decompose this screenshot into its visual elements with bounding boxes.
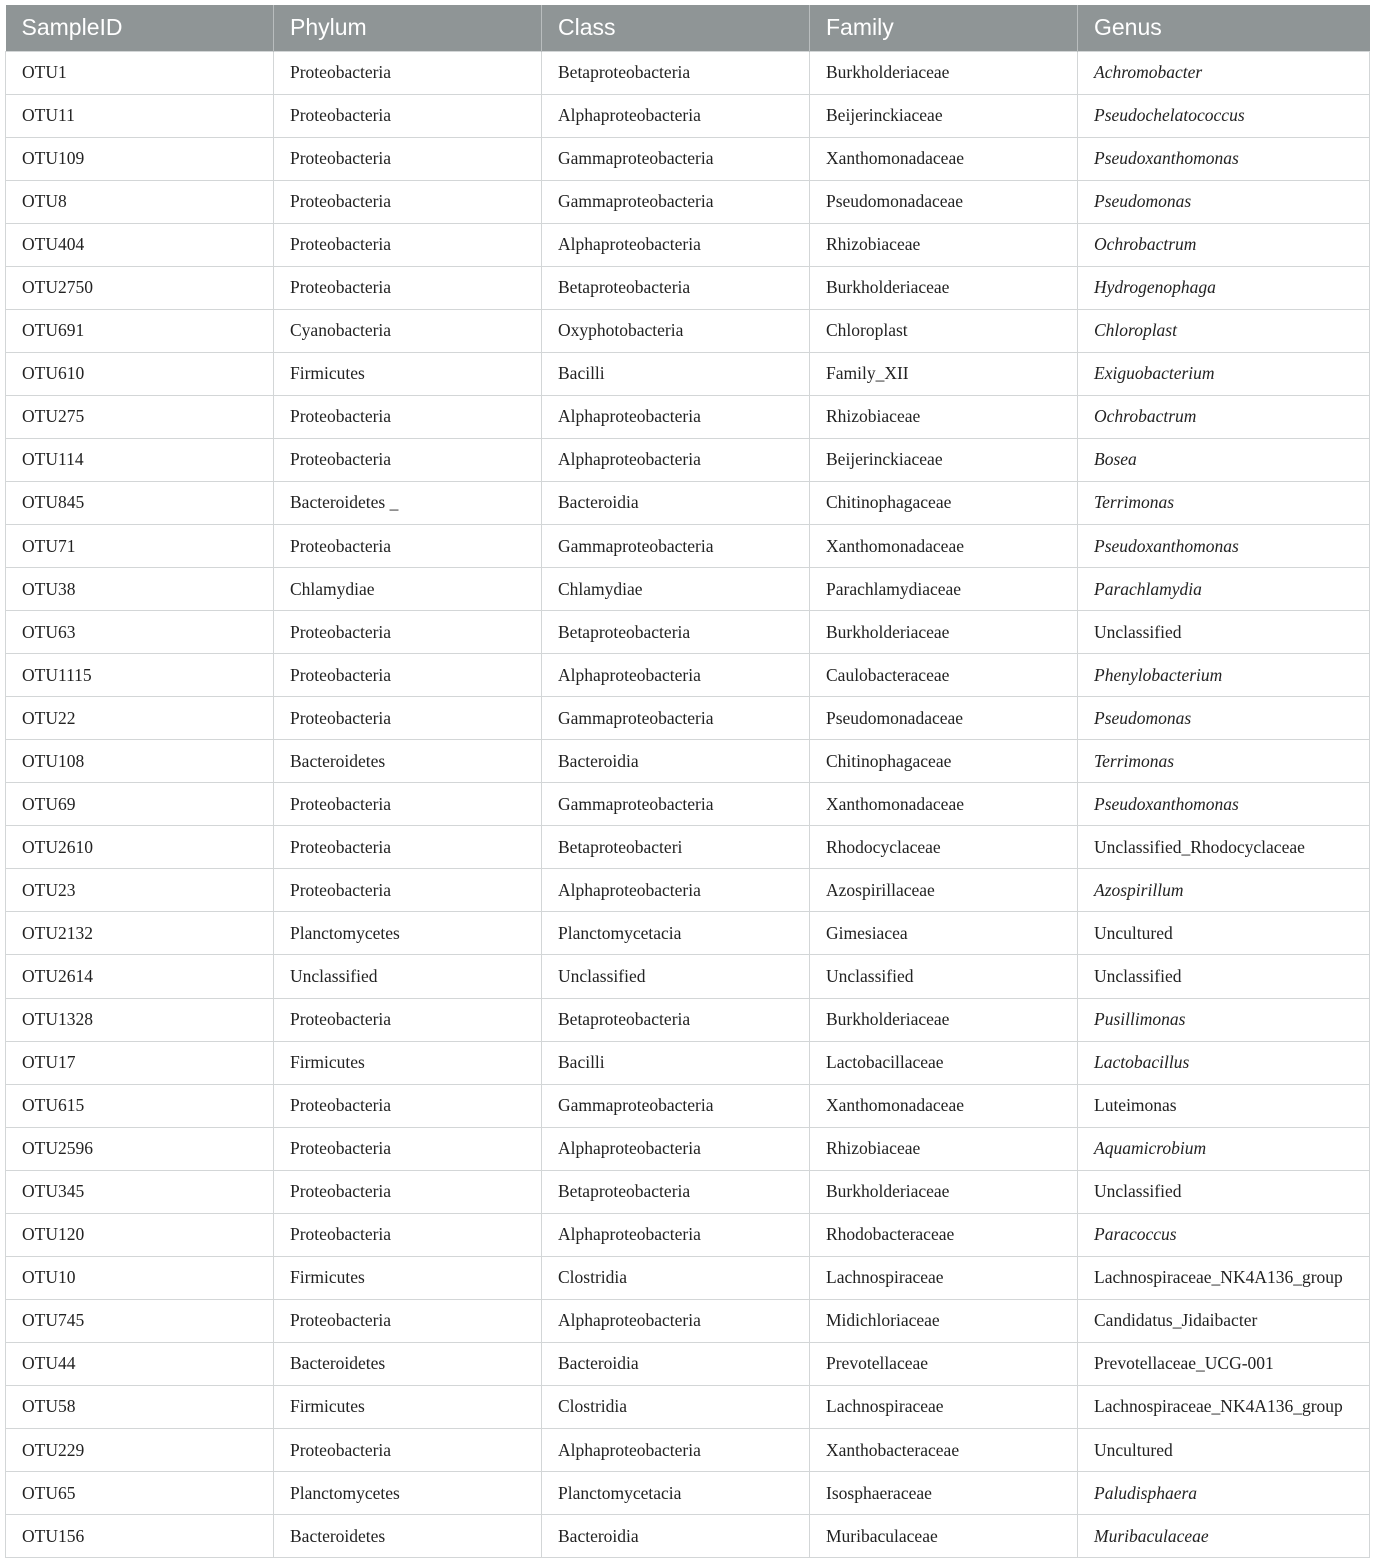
table-row	[6, 697, 1370, 740]
cell-sampleid: OTU58	[6, 1385, 274, 1428]
cell-sampleid: OTU120	[6, 1213, 274, 1256]
cell-phylum: Proteobacteria	[274, 611, 542, 654]
cell-family: Gimesiacea	[810, 912, 1078, 955]
cell-sampleid: OTU2750	[6, 266, 274, 309]
cell-phylum: Proteobacteria	[274, 826, 542, 869]
cell-genus: Pseudoxanthomonas	[1078, 783, 1370, 826]
cell-genus: Aquamicrobium	[1078, 1127, 1370, 1170]
cell-class: Unclassified	[542, 955, 810, 998]
cell-class: Bacteroidia	[542, 740, 810, 783]
cell-class: Alphaproteobacteria	[542, 1127, 810, 1170]
cell-genus: Lactobacillus	[1078, 1041, 1370, 1084]
cell-class: Gammaproteobacteria	[542, 137, 810, 180]
table-row	[6, 1213, 1370, 1256]
cell-genus: Pseudomonas	[1078, 180, 1370, 223]
table-row	[6, 1385, 1370, 1428]
cell-phylum: Firmicutes	[274, 352, 542, 395]
cell-genus: Muribaculaceae	[1078, 1515, 1370, 1558]
cell-phylum: Unclassified	[274, 955, 542, 998]
table-row	[6, 1472, 1370, 1515]
table-row	[6, 998, 1370, 1041]
table-row	[6, 395, 1370, 438]
header-sampleid: SampleID	[6, 5, 274, 51]
cell-class: Betaproteobacteri	[542, 826, 810, 869]
cell-genus: Lachnospiraceae_NK4A136_group	[1078, 1256, 1370, 1299]
cell-class: Alphaproteobacteria	[542, 438, 810, 481]
cell-genus: Terrimonas	[1078, 481, 1370, 524]
cell-sampleid: OTU22	[6, 697, 274, 740]
table-row	[6, 826, 1370, 869]
cell-phylum: Proteobacteria	[274, 266, 542, 309]
cell-phylum: Bacteroidetes	[274, 1342, 542, 1385]
cell-sampleid: OTU404	[6, 223, 274, 266]
cell-genus: Unclassified	[1078, 1170, 1370, 1213]
cell-family: Lachnospiraceae	[810, 1256, 1078, 1299]
cell-class: Alphaproteobacteria	[542, 869, 810, 912]
cell-sampleid: OTU615	[6, 1084, 274, 1127]
cell-phylum: Proteobacteria	[274, 1213, 542, 1256]
cell-phylum: Chlamydiae	[274, 568, 542, 611]
cell-family: Xanthomonadaceae	[810, 1084, 1078, 1127]
cell-sampleid: OTU156	[6, 1515, 274, 1558]
cell-genus: Pseudomonas	[1078, 697, 1370, 740]
cell-family: Rhizobiaceae	[810, 223, 1078, 266]
cell-sampleid: OTU10	[6, 1256, 274, 1299]
table-row	[6, 912, 1370, 955]
cell-genus: Phenylobacterium	[1078, 654, 1370, 697]
table-row	[6, 180, 1370, 223]
cell-sampleid: OTU11	[6, 94, 274, 137]
cell-class: Gammaproteobacteria	[542, 1084, 810, 1127]
cell-phylum: Proteobacteria	[274, 395, 542, 438]
table-row	[6, 1127, 1370, 1170]
cell-family: Rhizobiaceae	[810, 395, 1078, 438]
cell-sampleid: OTU2132	[6, 912, 274, 955]
header-class: Class	[542, 5, 810, 51]
cell-class: Chlamydiae	[542, 568, 810, 611]
cell-genus: Azospirillum	[1078, 869, 1370, 912]
cell-genus: Terrimonas	[1078, 740, 1370, 783]
cell-phylum: Proteobacteria	[274, 1170, 542, 1213]
cell-family: Azospirillaceae	[810, 869, 1078, 912]
cell-phylum: Planctomycetes	[274, 912, 542, 955]
cell-family: Unclassified	[810, 955, 1078, 998]
cell-genus: Candidatus_Jidaibacter	[1078, 1299, 1370, 1342]
cell-sampleid: OTU38	[6, 568, 274, 611]
cell-genus: Pseudochelatococcus	[1078, 94, 1370, 137]
cell-family: Caulobacteraceae	[810, 654, 1078, 697]
cell-family: Xanthomonadaceae	[810, 137, 1078, 180]
cell-family: Muribaculaceae	[810, 1515, 1078, 1558]
cell-phylum: Proteobacteria	[274, 869, 542, 912]
cell-class: Bacteroidia	[542, 1515, 810, 1558]
table-row	[6, 1256, 1370, 1299]
cell-family: Xanthobacteraceae	[810, 1429, 1078, 1472]
cell-family: Beijerinckiaceae	[810, 94, 1078, 137]
cell-family: Rhodocyclaceae	[810, 826, 1078, 869]
cell-sampleid: OTU71	[6, 525, 274, 568]
table-row	[6, 137, 1370, 180]
table-row	[6, 1515, 1370, 1558]
cell-phylum: Proteobacteria	[274, 137, 542, 180]
cell-phylum: Proteobacteria	[274, 1429, 542, 1472]
cell-class: Alphaproteobacteria	[542, 1213, 810, 1256]
table-row	[6, 525, 1370, 568]
table-row	[6, 783, 1370, 826]
table-row	[6, 481, 1370, 524]
cell-sampleid: OTU2596	[6, 1127, 274, 1170]
cell-class: Betaproteobacteria	[542, 51, 810, 94]
cell-family: Burkholderiaceae	[810, 998, 1078, 1041]
cell-phylum: Proteobacteria	[274, 697, 542, 740]
cell-genus: Hydrogenophaga	[1078, 266, 1370, 309]
cell-family: Chitinophagaceae	[810, 740, 1078, 783]
cell-family: Xanthomonadaceae	[810, 525, 1078, 568]
cell-phylum: Bacteroidetes _	[274, 481, 542, 524]
cell-family: Chloroplast	[810, 309, 1078, 352]
cell-class: Gammaproteobacteria	[542, 783, 810, 826]
cell-class: Gammaproteobacteria	[542, 697, 810, 740]
cell-class: Betaproteobacteria	[542, 1170, 810, 1213]
cell-genus: Uncultured	[1078, 912, 1370, 955]
cell-class: Alphaproteobacteria	[542, 395, 810, 438]
table-row	[6, 611, 1370, 654]
cell-class: Alphaproteobacteria	[542, 1429, 810, 1472]
cell-family: Burkholderiaceae	[810, 51, 1078, 94]
cell-sampleid: OTU23	[6, 869, 274, 912]
cell-class: Betaproteobacteria	[542, 266, 810, 309]
cell-sampleid: OTU44	[6, 1342, 274, 1385]
cell-class: Betaproteobacteria	[542, 611, 810, 654]
cell-sampleid: OTU114	[6, 438, 274, 481]
cell-sampleid: OTU691	[6, 309, 274, 352]
cell-sampleid: OTU65	[6, 1472, 274, 1515]
cell-sampleid: OTU1115	[6, 654, 274, 697]
cell-phylum: Proteobacteria	[274, 1084, 542, 1127]
cell-phylum: Firmicutes	[274, 1385, 542, 1428]
cell-family: Midichloriaceae	[810, 1299, 1078, 1342]
cell-sampleid: OTU610	[6, 352, 274, 395]
cell-family: Burkholderiaceae	[810, 611, 1078, 654]
cell-phylum: Proteobacteria	[274, 51, 542, 94]
cell-class: Oxyphotobacteria	[542, 309, 810, 352]
cell-class: Planctomycetacia	[542, 912, 810, 955]
cell-genus: Unclassified	[1078, 955, 1370, 998]
table-row	[6, 309, 1370, 352]
cell-phylum: Cyanobacteria	[274, 309, 542, 352]
cell-sampleid: OTU109	[6, 137, 274, 180]
cell-class: Alphaproteobacteria	[542, 223, 810, 266]
table-row	[6, 438, 1370, 481]
cell-phylum: Firmicutes	[274, 1256, 542, 1299]
cell-family: Xanthomonadaceae	[810, 783, 1078, 826]
table-row	[6, 740, 1370, 783]
table-row	[6, 1429, 1370, 1472]
cell-family: Pseudomonadaceae	[810, 697, 1078, 740]
cell-family: Parachlamydiaceae	[810, 568, 1078, 611]
table-row	[6, 869, 1370, 912]
cell-class: Alphaproteobacteria	[542, 94, 810, 137]
cell-genus: Ochrobactrum	[1078, 395, 1370, 438]
table-body	[6, 51, 1370, 1558]
cell-phylum: Bacteroidetes	[274, 1515, 542, 1558]
cell-phylum: Proteobacteria	[274, 180, 542, 223]
cell-family: Family_XII	[810, 352, 1078, 395]
table-row	[6, 223, 1370, 266]
cell-sampleid: OTU8	[6, 180, 274, 223]
cell-genus: Chloroplast	[1078, 309, 1370, 352]
table-row	[6, 352, 1370, 395]
cell-phylum: Proteobacteria	[274, 1299, 542, 1342]
table-row	[6, 1170, 1370, 1213]
cell-class: Gammaproteobacteria	[542, 525, 810, 568]
cell-sampleid: OTU845	[6, 481, 274, 524]
cell-phylum: Proteobacteria	[274, 223, 542, 266]
cell-sampleid: OTU229	[6, 1429, 274, 1472]
table-header	[6, 5, 1370, 51]
table-row	[6, 94, 1370, 137]
cell-genus: Lachnospiraceae_NK4A136_group	[1078, 1385, 1370, 1428]
table-row	[6, 1299, 1370, 1342]
taxonomy-table	[5, 5, 1370, 1558]
table-row	[6, 955, 1370, 998]
cell-family: Beijerinckiaceae	[810, 438, 1078, 481]
cell-sampleid: OTU745	[6, 1299, 274, 1342]
cell-sampleid: OTU2614	[6, 955, 274, 998]
cell-sampleid: OTU1328	[6, 998, 274, 1041]
cell-phylum: Bacteroidetes	[274, 740, 542, 783]
cell-family: Burkholderiaceae	[810, 1170, 1078, 1213]
cell-class: Clostridia	[542, 1385, 810, 1428]
cell-genus: Pseudoxanthomonas	[1078, 525, 1370, 568]
cell-sampleid: OTU345	[6, 1170, 274, 1213]
cell-genus: Prevotellaceae_UCG-001	[1078, 1342, 1370, 1385]
table-row	[6, 1084, 1370, 1127]
cell-genus: Luteimonas	[1078, 1084, 1370, 1127]
table-row	[6, 51, 1370, 94]
cell-phylum: Proteobacteria	[274, 998, 542, 1041]
cell-phylum: Planctomycetes	[274, 1472, 542, 1515]
header-phylum: Phylum	[274, 5, 542, 51]
cell-sampleid: OTU1	[6, 51, 274, 94]
cell-class: Bacilli	[542, 1041, 810, 1084]
cell-phylum: Proteobacteria	[274, 783, 542, 826]
table-row	[6, 654, 1370, 697]
cell-phylum: Proteobacteria	[274, 94, 542, 137]
header-family: Family	[810, 5, 1078, 51]
cell-class: Bacteroidia	[542, 1342, 810, 1385]
cell-class: Planctomycetacia	[542, 1472, 810, 1515]
cell-class: Betaproteobacteria	[542, 998, 810, 1041]
cell-genus: Pseudoxanthomonas	[1078, 137, 1370, 180]
cell-genus: Achromobacter	[1078, 51, 1370, 94]
table-row	[6, 568, 1370, 611]
cell-sampleid: OTU108	[6, 740, 274, 783]
cell-genus: Pusillimonas	[1078, 998, 1370, 1041]
cell-phylum: Proteobacteria	[274, 654, 542, 697]
cell-genus: Paracoccus	[1078, 1213, 1370, 1256]
header-row	[6, 5, 1370, 51]
cell-genus: Unclassified	[1078, 611, 1370, 654]
cell-family: Chitinophagaceae	[810, 481, 1078, 524]
cell-class: Alphaproteobacteria	[542, 1299, 810, 1342]
cell-genus: Parachlamydia	[1078, 568, 1370, 611]
cell-phylum: Proteobacteria	[274, 1127, 542, 1170]
cell-class: Clostridia	[542, 1256, 810, 1299]
table-row	[6, 1342, 1370, 1385]
cell-phylum: Firmicutes	[274, 1041, 542, 1084]
cell-family: Rhizobiaceae	[810, 1127, 1078, 1170]
cell-phylum: Proteobacteria	[274, 525, 542, 568]
cell-sampleid: OTU275	[6, 395, 274, 438]
cell-family: Isosphaeraceae	[810, 1472, 1078, 1515]
cell-family: Lactobacillaceae	[810, 1041, 1078, 1084]
cell-family: Lachnospiraceae	[810, 1385, 1078, 1428]
cell-sampleid: OTU17	[6, 1041, 274, 1084]
cell-genus: Bosea	[1078, 438, 1370, 481]
cell-genus: Ochrobactrum	[1078, 223, 1370, 266]
cell-genus: Uncultured	[1078, 1429, 1370, 1472]
cell-sampleid: OTU2610	[6, 826, 274, 869]
cell-class: Gammaproteobacteria	[542, 180, 810, 223]
cell-family: Prevotellaceae	[810, 1342, 1078, 1385]
table-row	[6, 266, 1370, 309]
cell-sampleid: OTU69	[6, 783, 274, 826]
cell-class: Bacteroidia	[542, 481, 810, 524]
cell-family: Rhodobacteraceae	[810, 1213, 1078, 1256]
cell-genus: Exiguobacterium	[1078, 352, 1370, 395]
cell-class: Bacilli	[542, 352, 810, 395]
table-row	[6, 1041, 1370, 1084]
cell-genus: Unclassified_Rhodocyclaceae	[1078, 826, 1370, 869]
cell-phylum: Proteobacteria	[274, 438, 542, 481]
cell-class: Alphaproteobacteria	[542, 654, 810, 697]
cell-genus: Paludisphaera	[1078, 1472, 1370, 1515]
cell-family: Burkholderiaceae	[810, 266, 1078, 309]
header-genus: Genus	[1078, 5, 1370, 51]
cell-sampleid: OTU63	[6, 611, 274, 654]
cell-family: Pseudomonadaceae	[810, 180, 1078, 223]
